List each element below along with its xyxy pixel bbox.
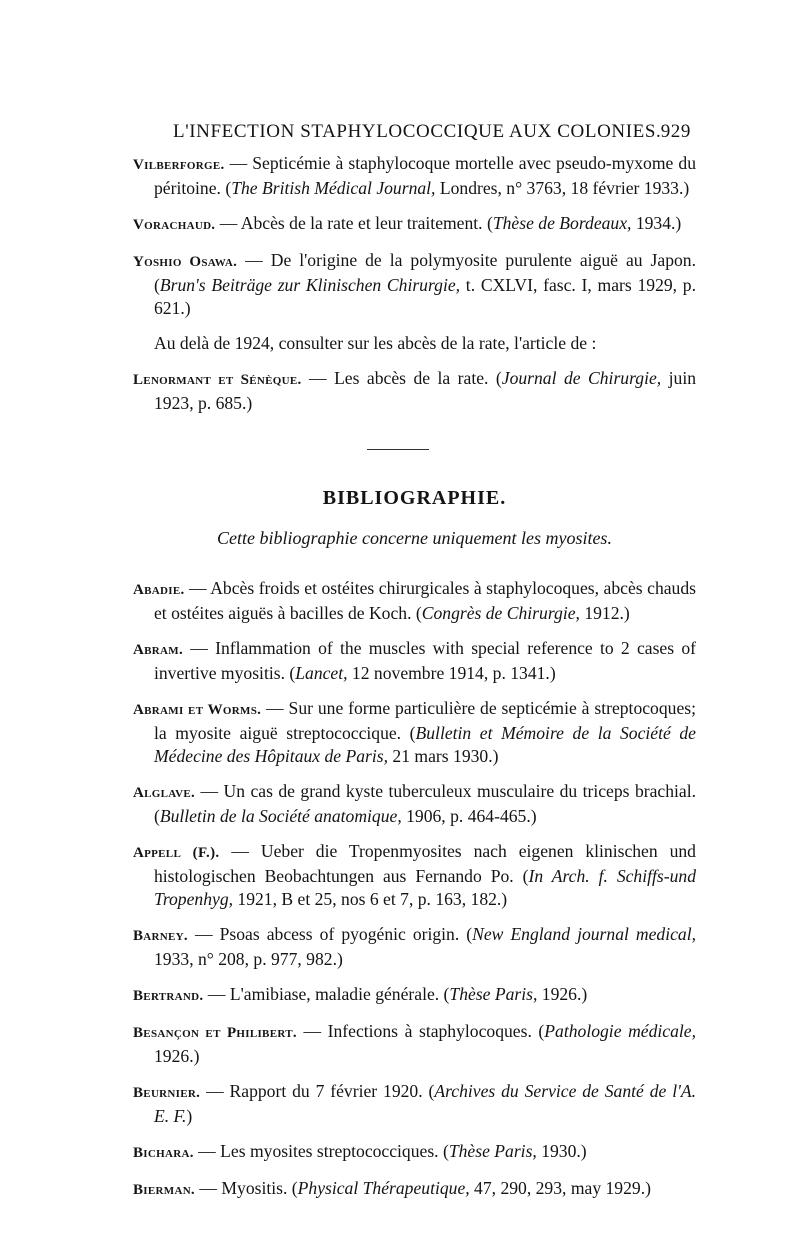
bibliography-entry: Bichara. — Les myosites streptococciques. (Thèse Paris, 1930.)	[133, 1141, 587, 1161]
reference-source: New England journal medical,	[472, 924, 696, 944]
reference-source: Journal de Chirurgie,	[501, 368, 662, 388]
reference-text: Rapport du 7 février 1920. (	[229, 1081, 435, 1101]
reference-author: Appell (F.).	[133, 845, 220, 861]
reference-source: Thèse de Bordeaux,	[492, 213, 632, 233]
reference-source: Brun's Beiträge zur Klinischen Chirurgie,	[159, 275, 461, 295]
reference-author: Yoshio Osawa.	[133, 254, 238, 270]
reference-author: Bertrand.	[133, 988, 204, 1004]
section-divider	[367, 449, 429, 450]
bibliography-entry: Bertrand. — L'amibiase, maladie générale. (Thèse Paris, 1926.)	[133, 984, 588, 1004]
reference-text: Abcès froids et ostéites chirurgicales à staphylocoques, abcès chauds et ostéites aiguës à bacilles de Koch. (	[154, 578, 696, 623]
bibliography-entry: Beurnier. — Rapport du 7 février 1920. (Archives du Service de Santé de l'A. E. F.)	[133, 1081, 697, 1126]
reference-details: 1912.)	[579, 603, 630, 623]
reference-details: t. CXLVI, fasc. I, mars 1929, p. 621.)	[154, 275, 696, 318]
reference-text: Ueber die Tropenmyosites nach eigenen klinischen und histologischen Beobachtungen aus Fernando Po. (	[154, 841, 696, 886]
bibliography-entry: Alglave. — Un cas de grand kyste tuberculeux musculaire du triceps brachial. (Bulletin de la Société anatomique, 1906, p. 464-465.)	[133, 781, 697, 826]
reference-source: Bulletin et Mémoire de la Société de Médecine des Hôpitaux de Paris,	[154, 723, 696, 766]
reference-text: Myositis. (	[221, 1178, 298, 1198]
reference-text: Inflammation of the muscles with special reference to 2 cases of invertive myositis. (	[154, 638, 696, 683]
reference-text: Les abcès de la rate. (	[334, 368, 502, 388]
reference-text: Les myosites streptococciques. (	[220, 1141, 449, 1161]
bibliography-entry: Abrami et Worms. — Sur une forme particulière de septicémie à streptocoques; la myosite aiguë streptococcique. (Bulletin et Mémoire de la Société de Médecine des Hôpitaux de Paris, 21 mars 1930.)	[133, 698, 696, 766]
reference-author: Abram.	[133, 642, 183, 658]
reference-source: Thèse Paris,	[449, 984, 538, 1004]
bibliography-entry: Barney. — Psoas abcess of pyogénic origin. (New England journal medical, 1933, n° 208, p. 977, 982.)	[133, 924, 696, 969]
reference-source: Congrès de Chirurgie,	[421, 603, 580, 623]
reference-text: L'amibiase, maladie générale. (	[229, 984, 450, 1004]
reference-source: Pathologie médicale,	[544, 1021, 696, 1041]
reference-text: Abcès de la rate et leur traitement. (	[240, 213, 493, 233]
reference-details: 1926.)	[154, 1046, 200, 1066]
bibliography-entry: Appell (F.). — Ueber die Tropenmyosites nach eigenen klinischen und histologischen Beobachtungen aus Fernando Po. (In Arch. f. Schiffs-und Tropenhyg, 1921, B et 25, nos 6 et 7, p. 163, 182.)	[133, 841, 696, 909]
reference-author: Bichara.	[133, 1145, 194, 1161]
bibliography-entry: Abram. — Inflammation of the muscles with special reference to 2 cases of invertive myositis. (Lancet, 12 novembre 1914, p. 1341.)	[133, 638, 696, 683]
reference-details: 1934.)	[631, 213, 682, 233]
reference-entry: Lenormant et Sénèque. — Les abcès de la rate. (Journal de Chirurgie, juin 1923, p. 685.)	[133, 368, 697, 413]
reference-details: 12 novembre 1914, p. 1341.)	[347, 663, 556, 683]
reference-author: Abrami et Worms.	[133, 702, 262, 718]
reference-details: 1926.)	[537, 984, 588, 1004]
reference-source: Archives du Service de Santé de l'A. E. F.	[154, 1081, 697, 1126]
reference-text: Un cas de grand kyste tuberculeux musculaire du triceps brachial. (	[154, 781, 697, 826]
reference-details: 47, 290, 293, may 1929.)	[469, 1178, 651, 1198]
bibliography-list	[133, 577, 696, 1214]
reference-author: Vorachaud.	[133, 217, 216, 233]
reference-entry: Vorachaud. — Abcès de la rate et leur traitement. (Thèse de Bordeaux, 1934.)	[133, 213, 682, 233]
reference-entry: Yoshio Osawa. — De l'origine de la polymyosite purulente aiguë au Japon. (Brun's Beiträge zur Klinischen Chirurgie, t. CXLVI, fasc. I, mars 1929, p. 621.)	[133, 250, 696, 318]
reference-details: )	[186, 1106, 193, 1126]
reference-text: Sur une forme particulière de septicémie à streptocoques; la myosite aiguë streptococcique. (	[154, 698, 696, 743]
section-subheading: Cette bibliographie concerne uniquement les myosites.	[217, 528, 612, 548]
reference-author: Bierman.	[133, 1182, 195, 1198]
reference-author: Vilberforge.	[133, 157, 225, 173]
reference-author: Alglave.	[133, 785, 196, 801]
reference-details: Londres, n° 3763, 18 février 1933.)	[435, 178, 690, 198]
running-head-title: L'INFECTION STAPHYLOCOCCIQUE AUX COLONIES.	[173, 121, 662, 142]
reference-details: 1933, n° 208, p. 977, 982.)	[154, 949, 343, 969]
reference-source: Thèse Paris,	[448, 1141, 537, 1161]
reference-author: Lenormant et Sénèque.	[133, 372, 302, 388]
reference-details: 21 mars 1930.)	[388, 746, 499, 766]
reference-details: juin 1923, p. 685.)	[154, 368, 697, 413]
page-number: 929	[660, 121, 691, 142]
reference-text: Infections à staphylocoques. (	[327, 1021, 545, 1041]
reference-text: Psoas abcess of pyogénic origin. (	[219, 924, 473, 944]
bibliography-entry: Bierman. — Myositis. (Physical Thérapeutique, 47, 290, 293, may 1929.)	[133, 1178, 651, 1198]
bibliography-entry: Abadie. — Abcès froids et ostéites chirurgicales à staphylocoques, abcès chauds et ostéites aiguës à bacilles de Koch. (Congrès de Chirurgie, 1912.)	[133, 578, 696, 623]
reference-author: Barney.	[133, 928, 188, 944]
reference-author: Besançon et Philibert.	[133, 1025, 297, 1041]
reference-text: Septicémie à staphylocoque mortelle avec pseudo-myxome du péritoine. (	[154, 153, 696, 198]
reference-details: 1906, p. 464-465.)	[401, 806, 537, 826]
reference-source: Physical Thérapeutique,	[297, 1178, 470, 1198]
section-heading: BIBLIOGRAPHIE.	[322, 487, 507, 509]
reference-text: De l'origine de la polymyosite purulente aiguë au Japon. (	[154, 250, 696, 295]
reference-source: In Arch. f. Schiffs-und Tropenhyg,	[154, 866, 696, 909]
reference-entry: Vilberforge. — Septicémie à staphylocoque mortelle avec pseudo-myxome du péritoine. (The British Médical Journal, Londres, n° 3763, 18 février 1933.)	[133, 153, 696, 198]
note-paragraph: Au delà de 1924, consulter sur les abcès de la rate, l'article de :	[154, 333, 597, 353]
reference-author: Beurnier.	[133, 1085, 201, 1101]
continued-references	[133, 152, 696, 427]
reference-details: 1930.)	[536, 1141, 587, 1161]
reference-source: Bulletin de la Société anatomique,	[159, 806, 402, 826]
bibliography-entry: Besançon et Philibert. — Infections à staphylocoques. (Pathologie médicale, 1926.)	[133, 1021, 696, 1066]
reference-author: Abadie.	[133, 582, 185, 598]
reference-source: The British Médical Journal,	[231, 178, 436, 198]
reference-details: 1921, B et 25, nos 6 et 7, p. 163, 182.)	[233, 889, 508, 909]
reference-source: Lancet,	[295, 663, 348, 683]
